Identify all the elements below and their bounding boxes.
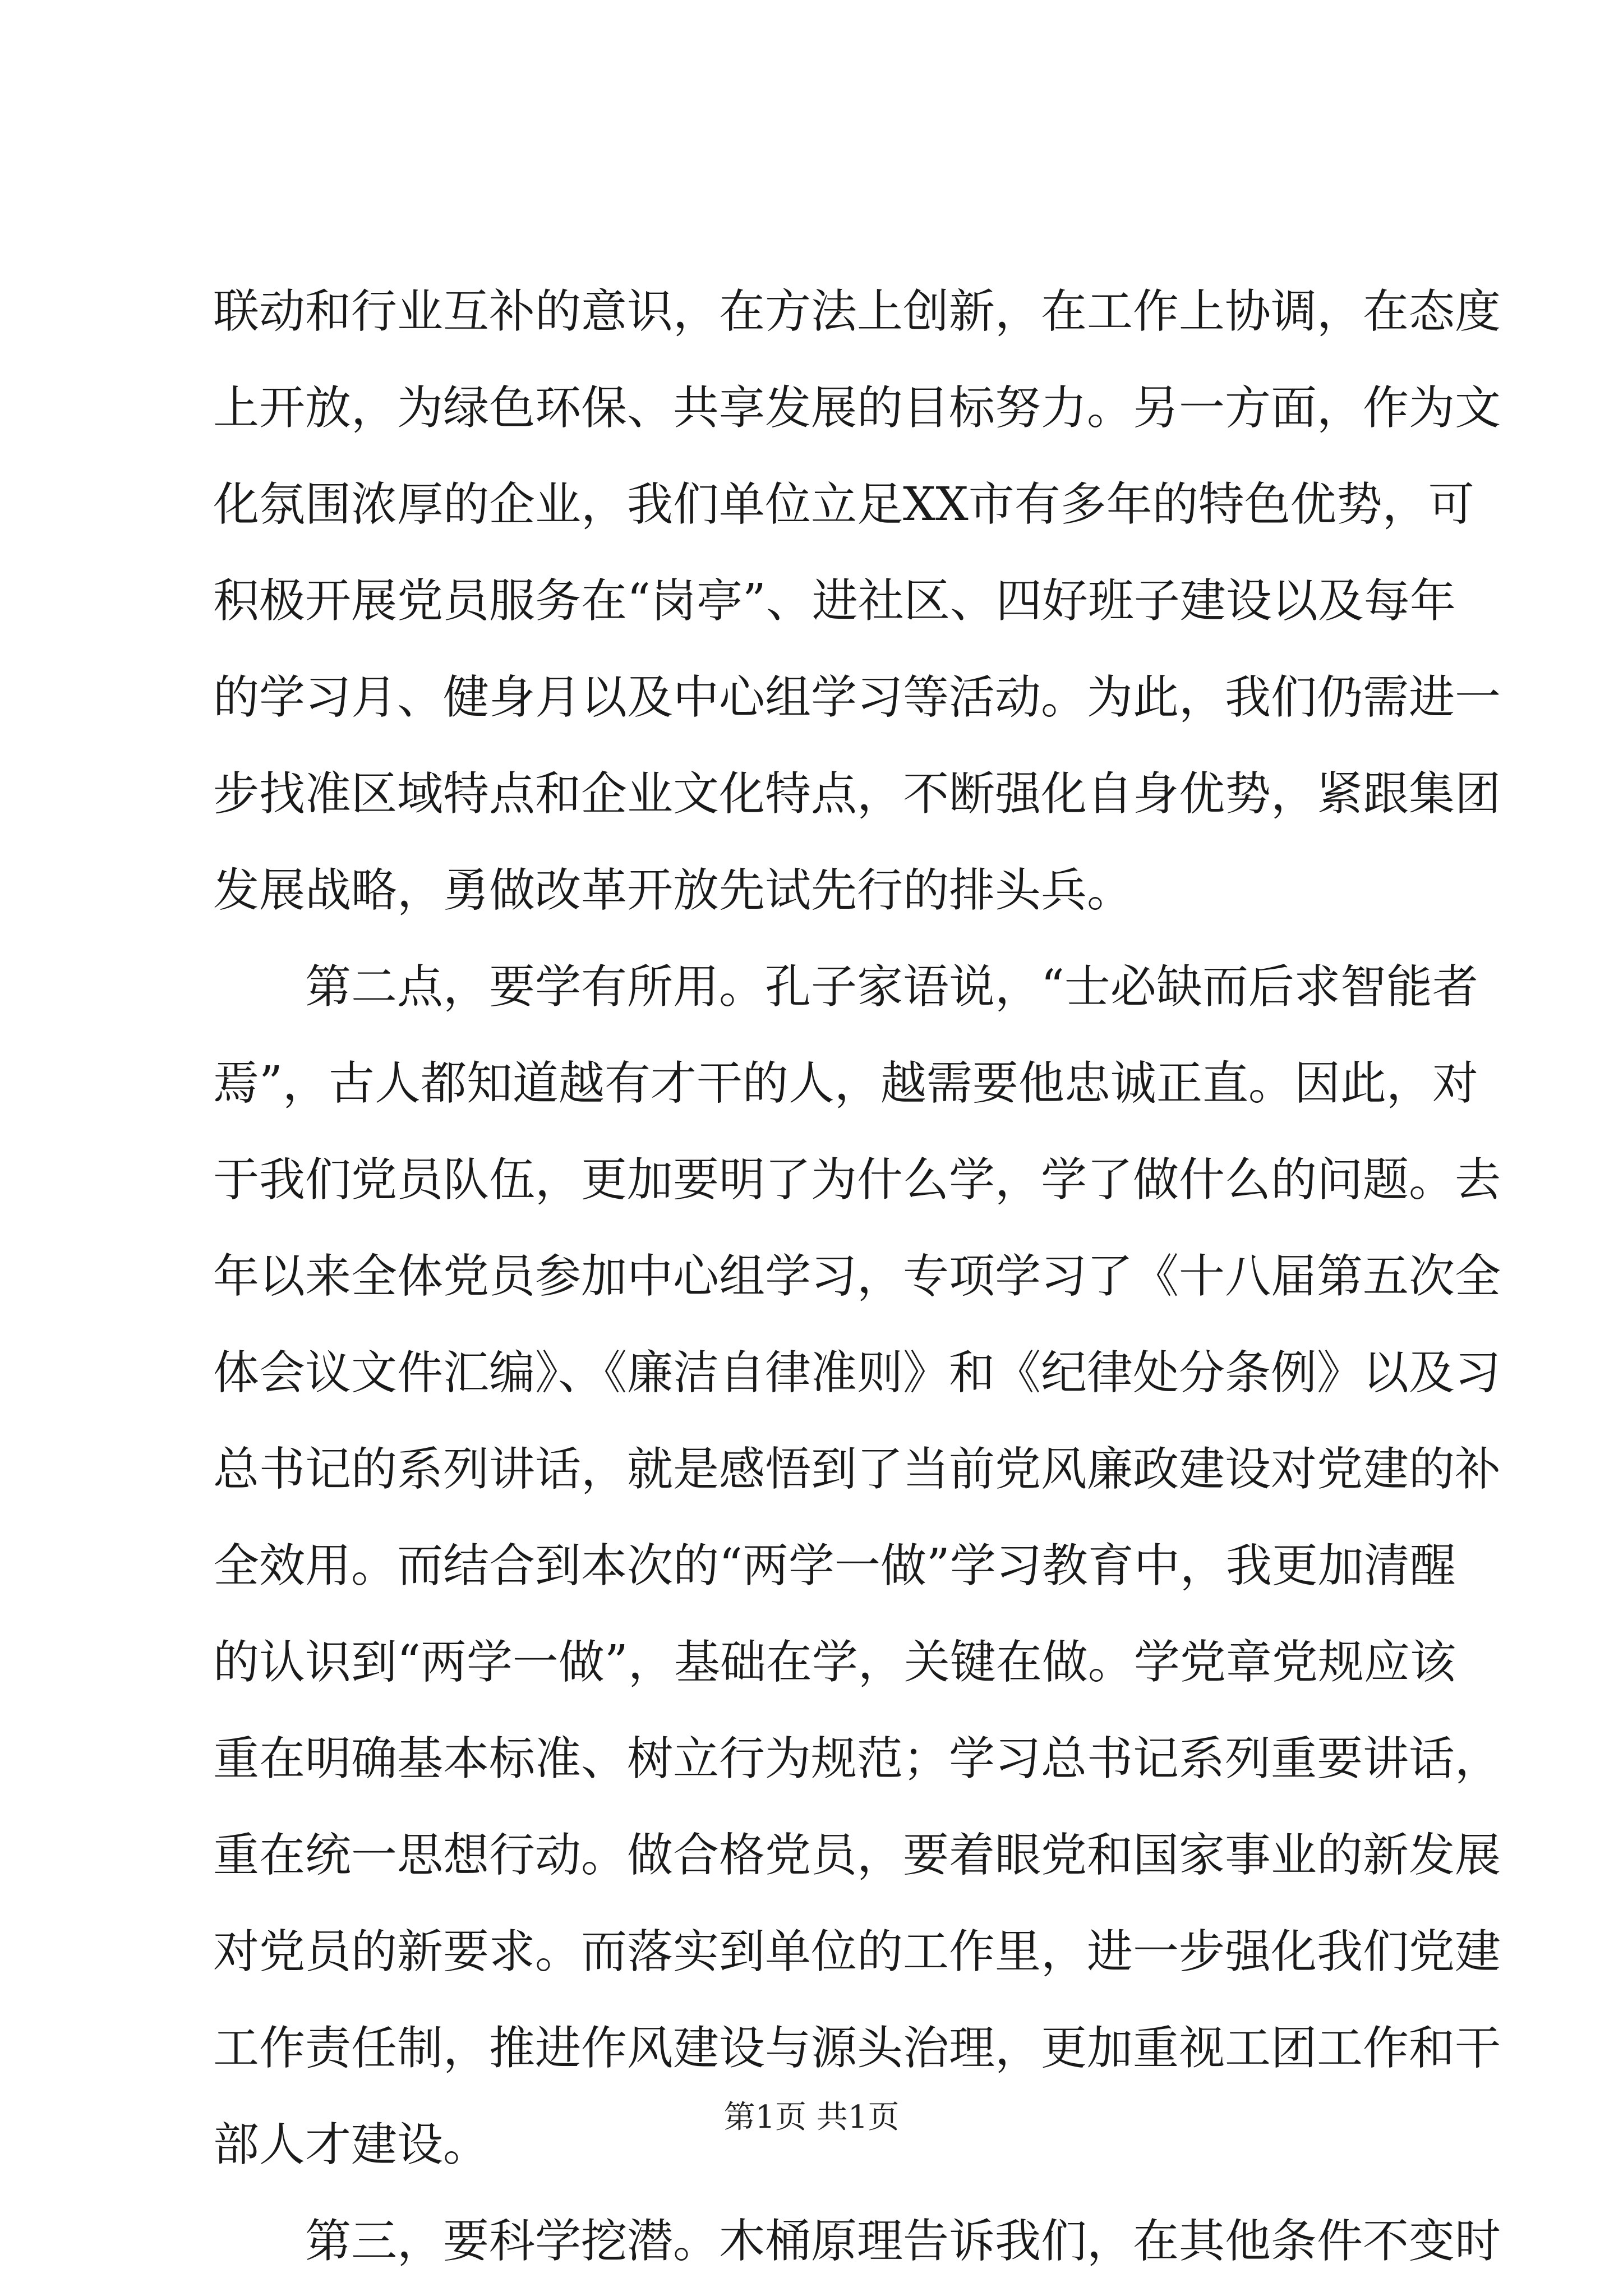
text-line: 工作责任制，推进作风建设与源头治理，更加重视工团工作和干 [213,2022,1501,2075]
page-footer: 第1页 共1页 [723,2099,900,2136]
text-line: 发展战略，勇做改革开放先试先行的排头兵。 [213,864,1133,917]
text-line: 部人才建设。 [213,2118,490,2171]
text-line: 焉”，古人都知道越有才干的人，越需要他忠诚正直。因此，对 [213,1057,1478,1110]
document-body [213,264,1501,2290]
text-line: 的学习月、健身月以及中心组学习等活动。为此，我们仍需进一 [213,671,1501,724]
text-line: 第三，要科学挖潜。木桶原理告诉我们，在其他条件不变时 [305,2215,1501,2268]
text-line: 总书记的系列讲话，就是感悟到了当前党风廉政建设对党建的补 [213,1443,1501,1496]
text-line: 对党员的新要求。而落实到单位的工作里，进一步强化我们党建 [213,1925,1501,1978]
text-line: 重在明确基本标准、树立行为规范；学习总书记系列重要讲话， [213,1732,1501,1786]
text-line: 第二点，要学有所用。孔子家语说，“士必缺而后求智能者 [305,960,1478,1014]
text-line: 的认识到“两学一做”，基础在学，关键在做。学党章党规应该 [213,1636,1456,1689]
text-line: 重在统一思想行动。做合格党员，要着眼党和国家事业的新发展 [213,1829,1501,1882]
text-line: 上开放，为绿色环保、共享发展的目标努力。另一方面，作为文 [213,381,1501,435]
text-line: 联动和行业互补的意识，在方法上创新，在工作上协调，在态度 [213,285,1501,338]
text-line: 步找准区域特点和企业文化特点，不断强化自身优势，紧跟集团 [213,767,1501,821]
text-line: 年以来全体党员参加中心组学习，专项学习了《十八届第五次全 [213,1250,1501,1303]
text-line: 积极开展党员服务在“岗亭”、进社区、四好班子建设以及每年 [213,574,1456,628]
text-line: 全效用。而结合到本次的“两学一做”学习教育中，我更加清醒 [213,1539,1456,1593]
text-line: 于我们党员队伍，更加要明了为什么学，学了做什么的问题。去 [213,1153,1501,1207]
text-line: 化氛围浓厚的企业，我们单位立足XX市有多年的特色优势，可 [213,478,1474,531]
text-line: 体会议文件汇编》、《廉洁自律准则》和《纪律处分条例》以及习 [213,1346,1501,1400]
